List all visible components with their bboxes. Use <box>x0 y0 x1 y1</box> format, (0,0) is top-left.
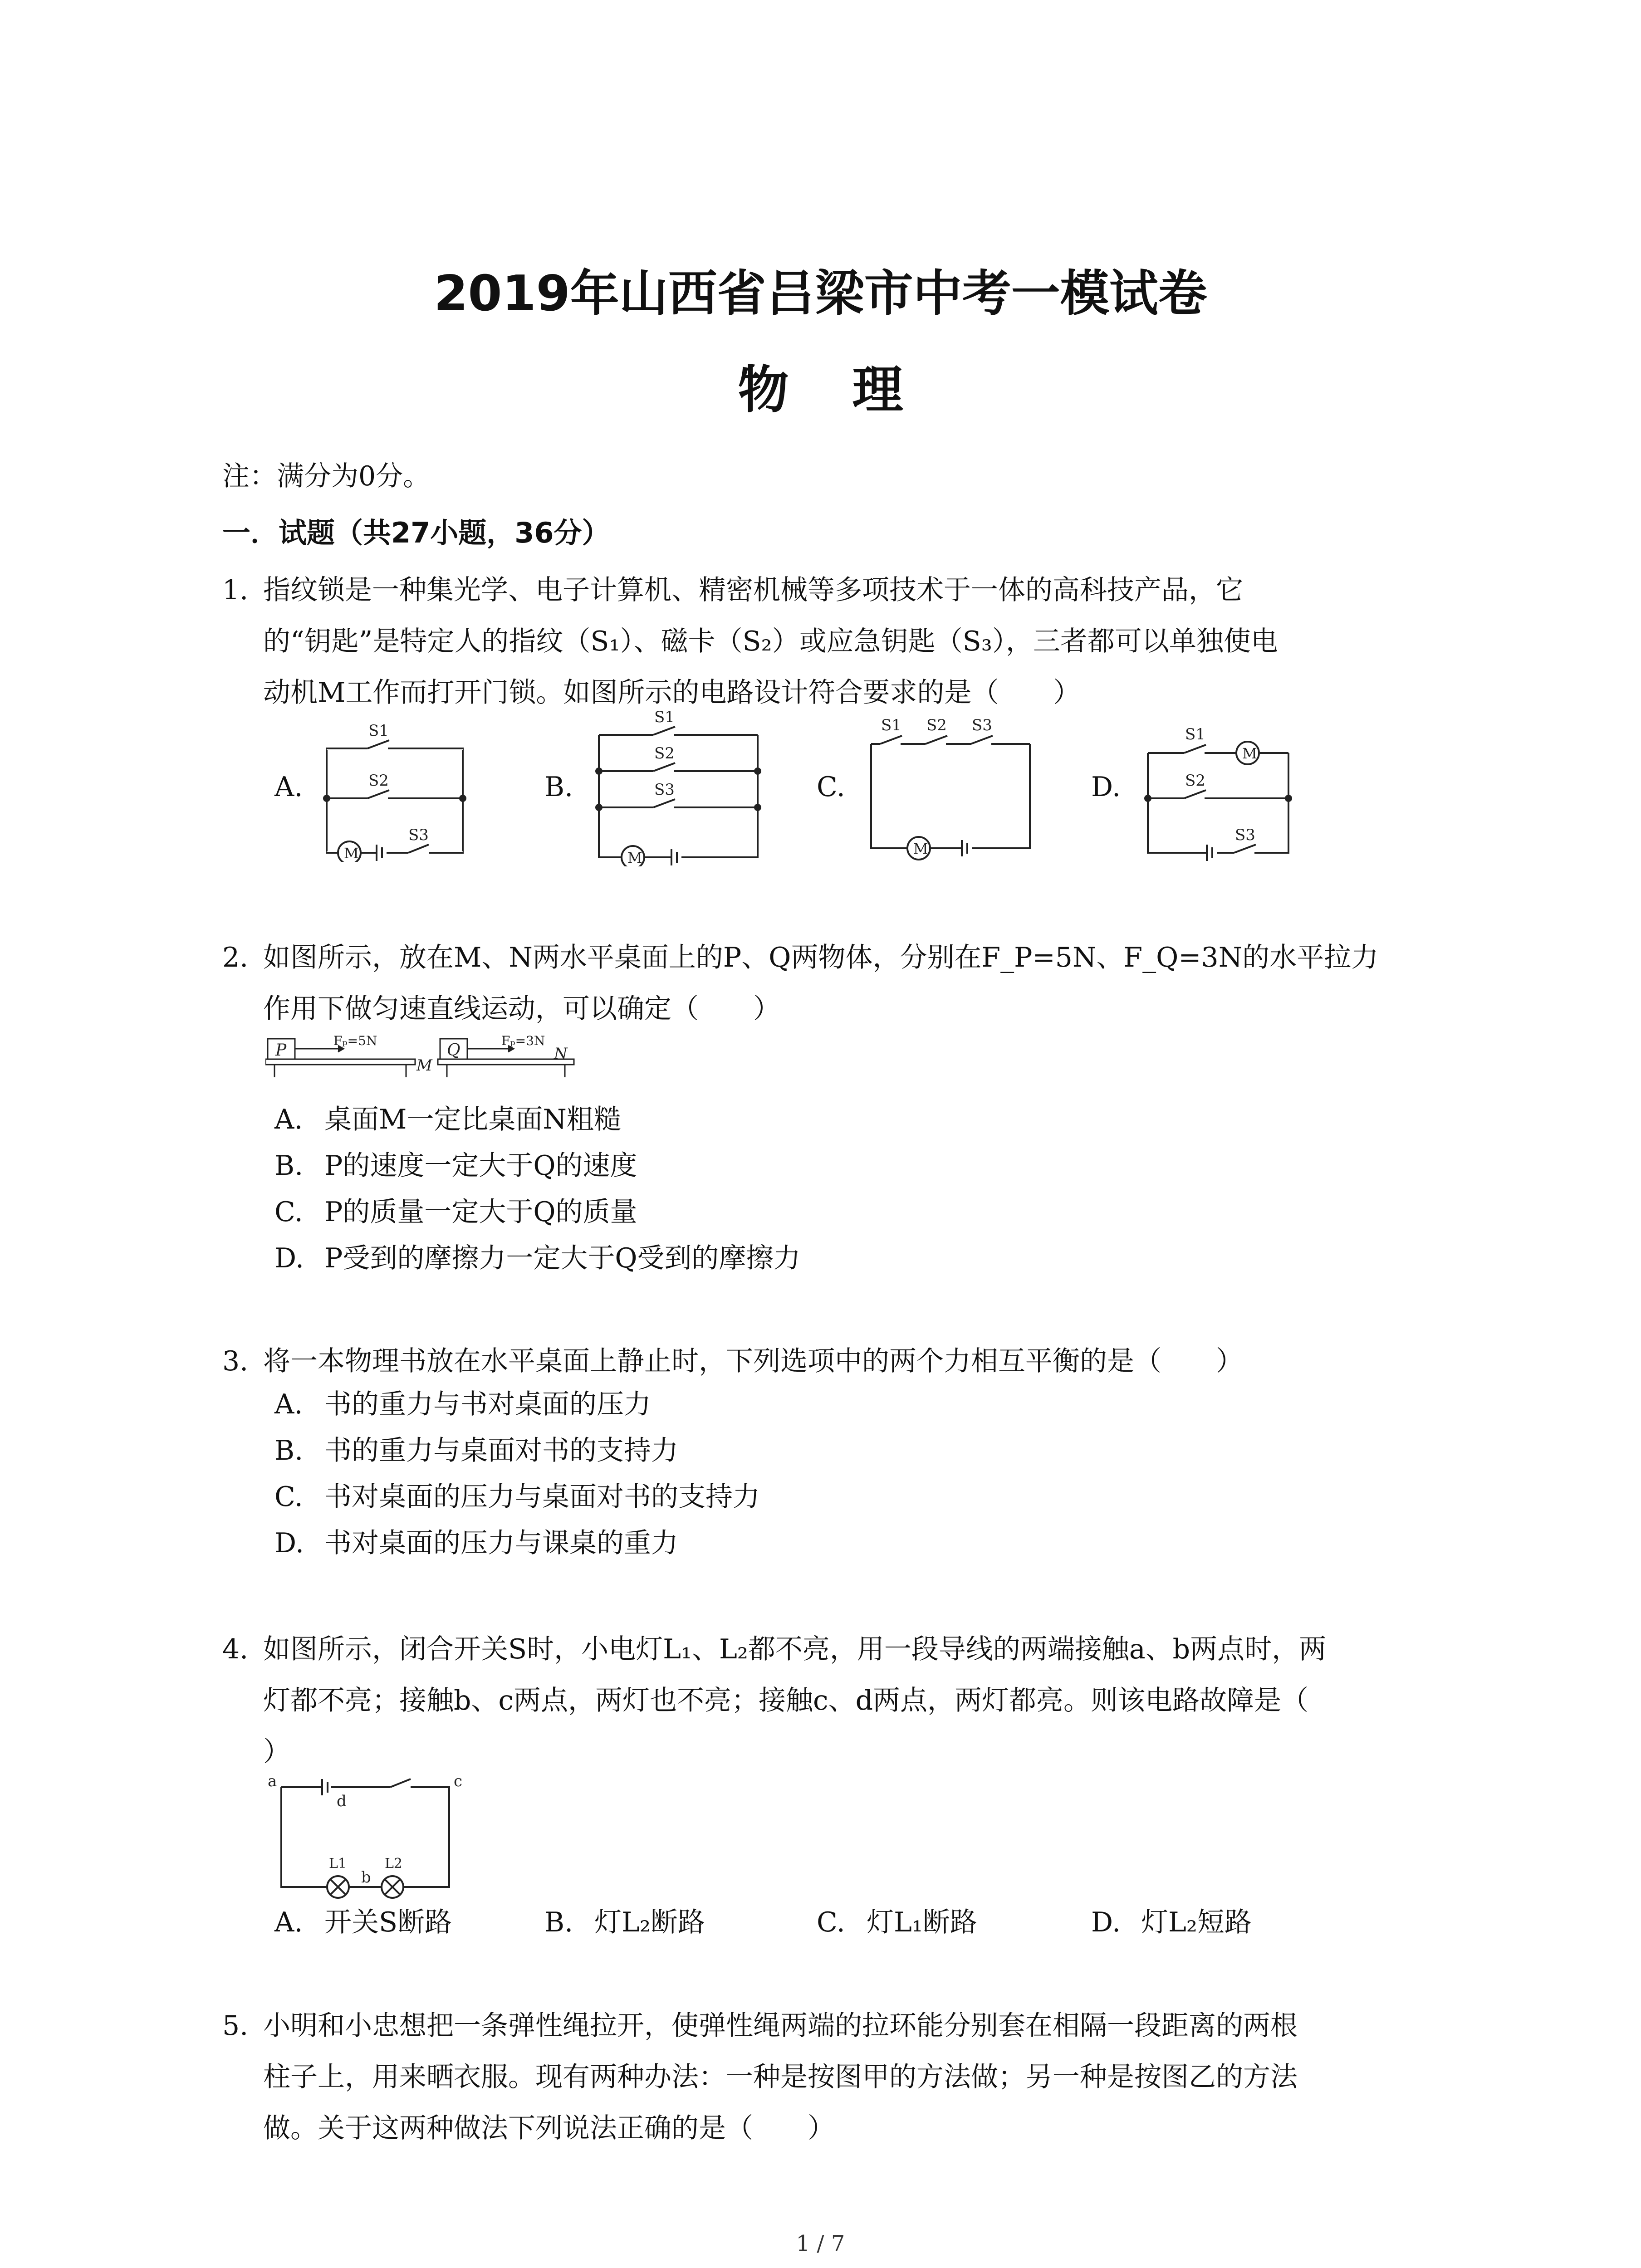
page-number: 1 / 7 <box>796 2231 845 2256</box>
section-heading: 一．试题（共27小题，36分） <box>222 516 610 549</box>
label-s1: S1 <box>654 708 675 726</box>
question-number: 1. <box>222 574 249 606</box>
question-text-line: 作用下做匀速直线运动，可以确定（ ） <box>263 993 780 1025</box>
question-number: 3. <box>222 1345 249 1377</box>
option-d: D. P受到的摩擦力一定大于Q受到的摩擦力 <box>274 1242 801 1274</box>
question-text-line: 做。关于这两种做法下列说法正确的是（ ） <box>263 2112 835 2144</box>
option-b: B. 书的重力与桌面对书的支持力 <box>274 1435 678 1466</box>
exam-title: 2019年山西省吕梁市中考一模试卷 <box>434 265 1207 322</box>
question-text-line: 柱子上，用来晒衣服。现有两种办法：一种是按图甲的方法做；另一种是按图乙的方法 <box>263 2061 1298 2093</box>
option-d: D. 书对桌面的压力与课桌的重力 <box>274 1527 678 1559</box>
label-d: d <box>337 1792 347 1810</box>
question-2 <box>222 932 1447 1041</box>
score-note: 注：满分为0分。 <box>222 460 431 492</box>
label-motor: M <box>627 849 642 866</box>
option-d: D. 灯L₂短路 <box>1091 1906 1252 1938</box>
label-motor: M <box>913 840 928 857</box>
label-s1: S1 <box>368 722 389 740</box>
label-p: P <box>275 1041 287 1060</box>
option-a: A. 桌面M一定比桌面N粗糙 <box>274 1104 621 1135</box>
option-a-label: A. <box>274 771 303 803</box>
label-m: M <box>416 1056 432 1075</box>
question-number: 2. <box>222 942 249 973</box>
label-n: N <box>554 1045 568 1063</box>
option-a: A. 开关S断路 <box>274 1906 452 1938</box>
label-s1: S1 <box>1185 725 1205 743</box>
circuit-diagram-c <box>862 712 1043 862</box>
label-l2: L2 <box>385 1856 403 1872</box>
label-s2: S2 <box>926 716 947 734</box>
label-s3: S3 <box>1235 826 1255 844</box>
circuit-diagram-b <box>585 708 776 866</box>
question-text-line: 将一本物理书放在水平桌面上静止时，下列选项中的两个力相互平衡的是（ ） <box>263 1345 1243 1377</box>
question-text-line: 灯都不亮；接触b、c两点，两灯也不亮；接触c、d两点，两灯都亮。则该电路故障是（ <box>263 1685 1309 1716</box>
option-c: C. 灯L₁断路 <box>817 1906 977 1938</box>
question-number: 5. <box>222 2010 249 2042</box>
question-1 <box>222 565 1447 728</box>
question-text-line: 的“钥匙”是特定人的指纹（S₁）、磁卡（S₂）或应急钥匙（S₃），三者都可以单独使电 <box>263 626 1278 657</box>
question-number: 4. <box>222 1633 249 1665</box>
label-s3: S3 <box>654 781 675 799</box>
label-s2: S2 <box>654 744 675 763</box>
question-4 <box>222 1624 1447 1778</box>
question-5 <box>222 2000 1447 2164</box>
option-b: B. 灯L₂断路 <box>544 1906 705 1938</box>
label-fq: Fₚ=3N <box>501 1034 545 1048</box>
question-3 <box>222 1336 1447 1390</box>
question-text-line: ） <box>263 1736 290 1768</box>
friction-figure <box>265 1034 583 1080</box>
label-s2: S2 <box>368 772 389 790</box>
label-motor: M <box>1242 745 1257 762</box>
subject-title: 物理 <box>738 361 967 420</box>
label-s3: S3 <box>408 826 429 844</box>
option-d-label: D. <box>1091 771 1121 803</box>
question-text-line: 小明和小忠想把一条弹性绳拉开，使弹性绳两端的拉环能分别套在相隔一段距离的两根 <box>263 2010 1298 2042</box>
option-b-label: B. <box>544 771 573 803</box>
option-c: C. P的质量一定大于Q的质量 <box>274 1196 637 1228</box>
option-c: C. 书对桌面的压力与桌面对书的支持力 <box>274 1481 760 1513</box>
label-s2: S2 <box>1185 772 1205 790</box>
question-text-line: 如图所示，放在M、N两水平桌面上的P、Q两物体，分别在F_P=5N、F_Q=3N的水平拉力 <box>263 942 1379 973</box>
question-text-line: 指纹锁是一种集光学、电子计算机、精密机械等多项技术于一体的高科技产品，它 <box>263 574 1243 606</box>
label-q: Q <box>447 1041 460 1060</box>
label-a: a <box>268 1772 277 1790</box>
fault-circuit-figure <box>268 1769 476 1905</box>
circuit-diagram-d <box>1139 712 1311 862</box>
label-c: c <box>454 1772 463 1790</box>
label-l1: L1 <box>329 1856 347 1872</box>
circuit-diagram-a <box>313 712 485 862</box>
question-text-line: 动机M工作而打开门锁。如图所示的电路设计符合要求的是（ ） <box>263 677 1081 709</box>
label-s3: S3 <box>972 716 992 734</box>
label-motor: M <box>344 845 359 862</box>
question-text-line: 如图所示，闭合开关S时，小电灯L₁、L₂都不亮，用一段导线的两端接触a、b两点时，两 <box>263 1633 1327 1665</box>
label-fp: Fₚ=5N <box>333 1034 377 1048</box>
label-s1: S1 <box>881 716 901 734</box>
label-b: b <box>361 1868 371 1887</box>
option-a: A. 书的重力与书对桌面的压力 <box>274 1388 651 1420</box>
option-c-label: C. <box>817 771 845 803</box>
option-b: B. P的速度一定大于Q的速度 <box>274 1150 637 1182</box>
